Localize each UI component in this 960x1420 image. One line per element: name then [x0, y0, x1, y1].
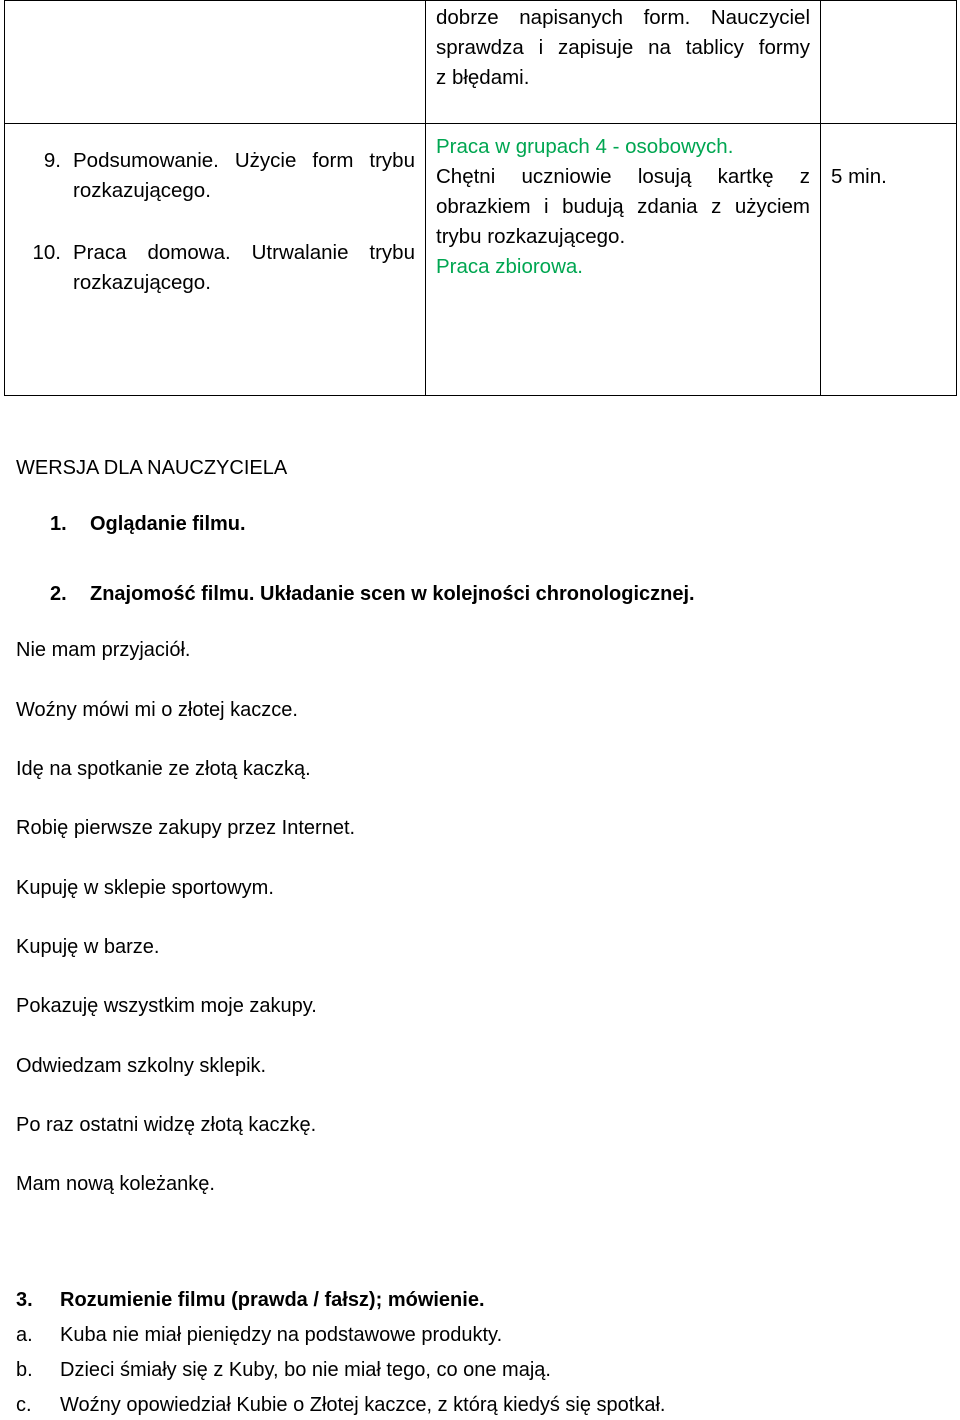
table-cell-activity	[426, 1, 821, 124]
table-row	[5, 124, 957, 396]
item-number: 10.	[32, 241, 61, 264]
section-3-title	[16, 1288, 485, 1312]
collective-work-label: Praca zbiorowa.	[436, 255, 583, 278]
statement-letter: a.	[16, 1324, 33, 1346]
table-cell-empty	[5, 1, 426, 124]
item-text: Oglądanie filmu.	[90, 513, 246, 535]
list-item	[50, 582, 695, 606]
lesson-plan-table	[4, 0, 957, 396]
scene-item: Kupuję w sklepie sportowym.	[16, 877, 274, 899]
scene-item: Mam nową koleżankę.	[16, 1173, 215, 1195]
item-number: 2.	[50, 583, 67, 605]
item-number: 3.	[16, 1289, 33, 1311]
activity-text	[426, 1, 820, 93]
scene-item: Nie mam przyjaciół.	[16, 639, 191, 661]
activity-line: z błędami.	[436, 66, 530, 89]
table-cell-activity	[426, 124, 821, 396]
time-value: 5 min.	[831, 165, 887, 188]
item-text: Rozumienie filmu (prawda / fałsz); mówienie.	[60, 1289, 485, 1311]
scene-item: Kupuję w barze.	[16, 936, 160, 958]
scene-item: Pokazuję wszystkim moje zakupy.	[16, 995, 317, 1017]
stages-list	[5, 124, 425, 298]
item-number: 1.	[50, 513, 67, 535]
item-number: 9.	[43, 149, 61, 172]
item-text: Podsumowanie. Użycie form trybu rozkazującego.	[73, 149, 415, 202]
scene-item: Robię pierwsze zakupy przez Internet.	[16, 817, 356, 839]
item-text: Znajomość filmu. Układanie scen w kolejności chronologicznej.	[90, 583, 695, 605]
statement-text: Woźny opowiedział Kubie o Złotej kaczce, z którą kiedyś się spotkał.	[60, 1394, 666, 1416]
activity-line: sprawdza i zapisuje na tablicy formy	[436, 36, 810, 59]
scene-item: Po raz ostatni widzę złotą kaczkę.	[16, 1114, 317, 1136]
activity-line: dobrze napisanych form. Nauczyciel	[436, 6, 810, 29]
item-text: Praca domowa. Utrwalanie trybu rozkazującego.	[73, 241, 415, 294]
scene-item: Woźny mówi mi o złotej kaczce.	[16, 699, 298, 721]
table-row	[5, 1, 957, 124]
statement-item	[16, 1393, 665, 1417]
activity-text	[426, 124, 820, 282]
statement-item	[16, 1323, 502, 1347]
statement-letter: b.	[16, 1359, 33, 1381]
scene-item: Odwiedzam szkolny sklepik.	[16, 1055, 267, 1077]
list-item	[19, 146, 415, 206]
section-heading: WERSJA DLA NAUCZYCIELA	[16, 457, 288, 479]
statement-letter: c.	[16, 1394, 32, 1416]
list-item	[50, 512, 246, 536]
statement-item	[16, 1358, 551, 1382]
statement-text: Dzieci śmiały się z Kuby, bo nie miał tego, co one mają.	[60, 1359, 551, 1381]
activity-description: Chętni uczniowie losują kartkę z obrazkiem i budują zdania z użyciem trybu rozkazującego.	[436, 165, 810, 248]
list-item	[19, 238, 415, 298]
table-cell-empty	[821, 1, 957, 124]
table-cell-time	[821, 124, 957, 396]
table-cell-stages	[5, 124, 426, 396]
group-work-label: Praca w grupach 4 - osobowych.	[436, 135, 734, 158]
statement-text: Kuba nie miał pieniędzy na podstawowe produkty.	[60, 1324, 503, 1346]
scene-item: Idę na spotkanie ze złotą kaczką.	[16, 758, 311, 780]
